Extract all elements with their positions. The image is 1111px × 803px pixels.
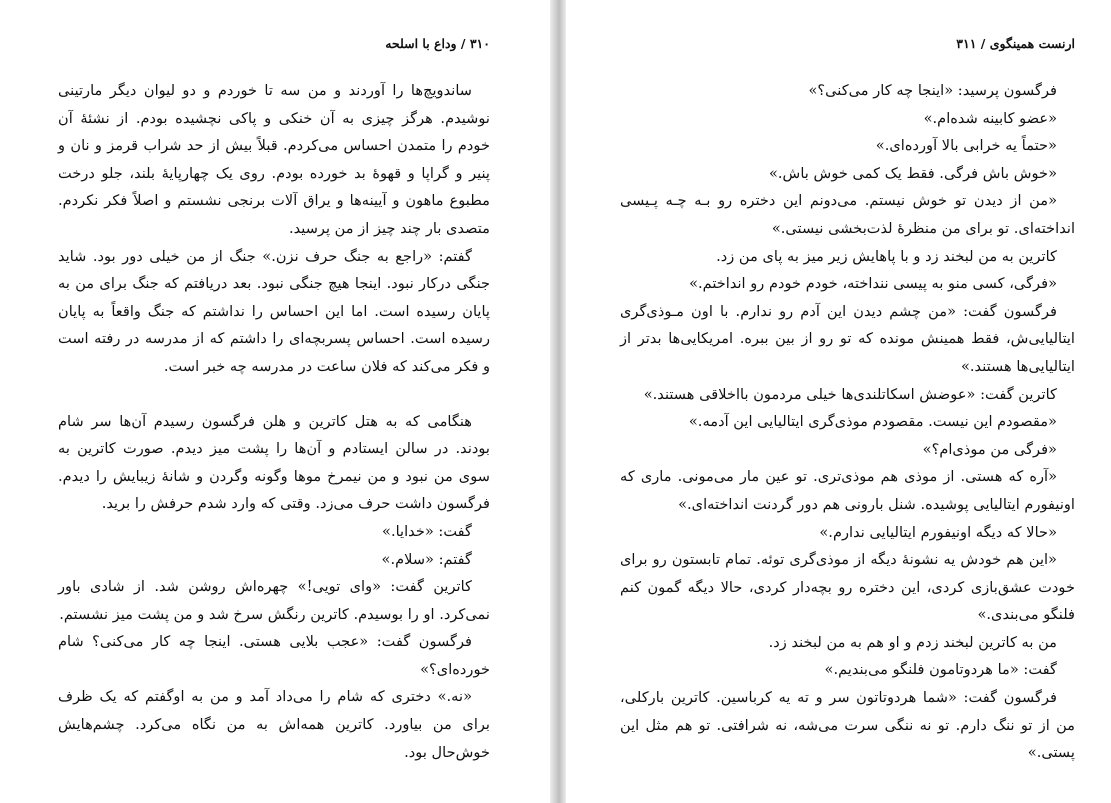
paragraph: «حتماً یه خرابی بالا آورده‌ای.» bbox=[875, 137, 1057, 155]
page-header: ارنست همینگوی / ۳۱۱ bbox=[956, 36, 1075, 51]
paragraph: کاترین به من لبخند زد و با پاهایش زیر میز به پای من زد. bbox=[716, 247, 1057, 265]
paragraph: گفتم: «سلام.» bbox=[381, 550, 472, 568]
page-body bbox=[58, 77, 490, 766]
paragraph: «خوش باش فرگی. فقط یک کمی خوش باش.» bbox=[768, 164, 1057, 182]
paragraph: ساندویچ‌ها را آوردند و من سه تا خوردم و دو لیوان دیگر مارتینی نوشیدم. هرگز چیزی به آن خنکی و پاکی نچشیده بودم. از نشئهٔ آن خودم را متمدن احساس می‌کردم. قبلاً بیش از حد شراب قرمز و نان و پنیر و گراپا و قهوهٔ بد خورده بودم. روی یک چهارپایهٔ بلند، جلو درخت مطبوع ماهون و آیینه‌ها و یراق آلات برنجی نشستم و اصلاً فکر نکردم. متصدی بار چند چیز از من پرسید. bbox=[58, 82, 490, 237]
page-body bbox=[620, 77, 1075, 767]
left-page bbox=[0, 0, 550, 803]
paragraph: گفت: «خدایا.» bbox=[382, 522, 472, 540]
paragraph: «فرگی من موذی‌ام؟» bbox=[922, 440, 1057, 458]
section-break bbox=[58, 381, 490, 408]
paragraph: «آره که هستی. از موذی هم موذی‌تری. تو عین مار می‌مونی. ماری که اونیفورم ایتالیایی پوشیده. شنل بارونی هم دور گردنت انداخته‌ای.» bbox=[620, 468, 1075, 513]
paragraph: من به کاترین لبخند زدم و او هم به من لبخند زد. bbox=[768, 633, 1057, 651]
paragraph: هنگامی که به هتل کاترین و هلن فرگسون رسیدم آن‌ها سر شام بودند. در سالن ایستادم و آن‌ها را پشت میز دیدم. صورت کاترین به سوی من نبود و من نیمرخ موها وگونه وگردن و شانهٔ زیبایش را دیدم. فرگسون داشت حرف می‌زد. وقتی که وارد شدم حرفش را برید. bbox=[58, 412, 490, 513]
paragraph: گفتم: «راجع به جنگ حرف نزن.» جنگ از من خیلی دور بود. شاید جنگی درکار نبود. اینجا هیچ جنگی نبود. بعد دریافتم که جنگ برای من به پایان رسیده است. اما این احساس را نداشتم که جنگ واقعاً به پایان رسیده است. احساس پسربچه‌ای را داشتم که از مدرسه در رفته است و فکر می‌کند که فلان ساعت در مدرسه چه خبر است. bbox=[58, 247, 490, 375]
paragraph: «مقصودم این نیست. مقصودم موذی‌گری ایتالیایی این آدمه.» bbox=[688, 413, 1057, 431]
paragraph: فرگسون گفت: «شما هردوتاتون سر و ته یه کرباسین. کاترین بارکلی، من از تو ننگ دارم. تو نه ننگی سرت می‌شه، نه شرافتی. تو هم مثل این پستی.» bbox=[620, 689, 1075, 762]
paragraph: فرگسون پرسید: «اینجا چه کار می‌کنی؟» bbox=[808, 82, 1057, 99]
right-page bbox=[566, 0, 1111, 803]
paragraph: «حالا که دیگه اونیفورم ایتالیایی ندارم.» bbox=[819, 523, 1057, 541]
paragraph: «این هم خودش یه نشونهٔ دیگه از موذی‌گری تو‌ئه. تمام تابستون رو برای خودت عشق‌بازی کردی، این دختره رو بچه‌دار کردی، حالا دیگه گمون کنم فلنگو می‌بندی.» bbox=[620, 551, 1075, 624]
paragraph: «من از دیدن تو خوش نیستم. می‌دونم این دختره رو بـه چـه پـیسی انداخته‌ای. تو برای من منظرهٔ لذت‌بخشی نیستی.» bbox=[620, 192, 1075, 237]
paragraph: فرگسون گفت: «من چشم دیدن این آدم رو ندارم. با اون مـوذی‌گری ایتالیایی‌ش، فقط همینش مونده که تو رو از بین ببره. امریکایی‌ها بدتر از ایتالیایی‌ها هستند.» bbox=[620, 302, 1075, 375]
book-gutter bbox=[550, 0, 566, 803]
paragraph: «نه.» دختری که شام را می‌داد آمد و من به اوگفتم که یک ظرف برای من بیاورد. کاترین همه‌اش به من نگاه می‌کرد. چشم‌هایش خوش‌حال بود. bbox=[58, 688, 490, 761]
page-header: ۳۱۰ / وداع با اسلحه bbox=[385, 36, 490, 51]
paragraph: «عضو کابینه شده‌ام.» bbox=[923, 109, 1057, 127]
paragraph: کاترین گفت: «عوضش اسکاتلندی‌ها خیلی مردمون بااخلاقی هستند.» bbox=[643, 385, 1057, 403]
paragraph: گفت: «ما هردوتامون فلنگو می‌بندیم.» bbox=[824, 661, 1057, 679]
paragraph: فرگسون گفت: «عجب بلایی هستی. اینجا چه کار می‌کنی؟ شام خورده‌ای؟» bbox=[58, 633, 490, 678]
paragraph: کاترین گفت: «وای تویی!» چهره‌اش روشن شد. از شادی باور نمی‌کرد. او را بوسیدم. کاترین رنگش سرخ شد و من پشت میز نشستم. bbox=[58, 578, 490, 623]
paragraph: «فرگی، کسی منو به پیسی ننداخته، خودم خودم رو انداختم.» bbox=[689, 275, 1057, 293]
